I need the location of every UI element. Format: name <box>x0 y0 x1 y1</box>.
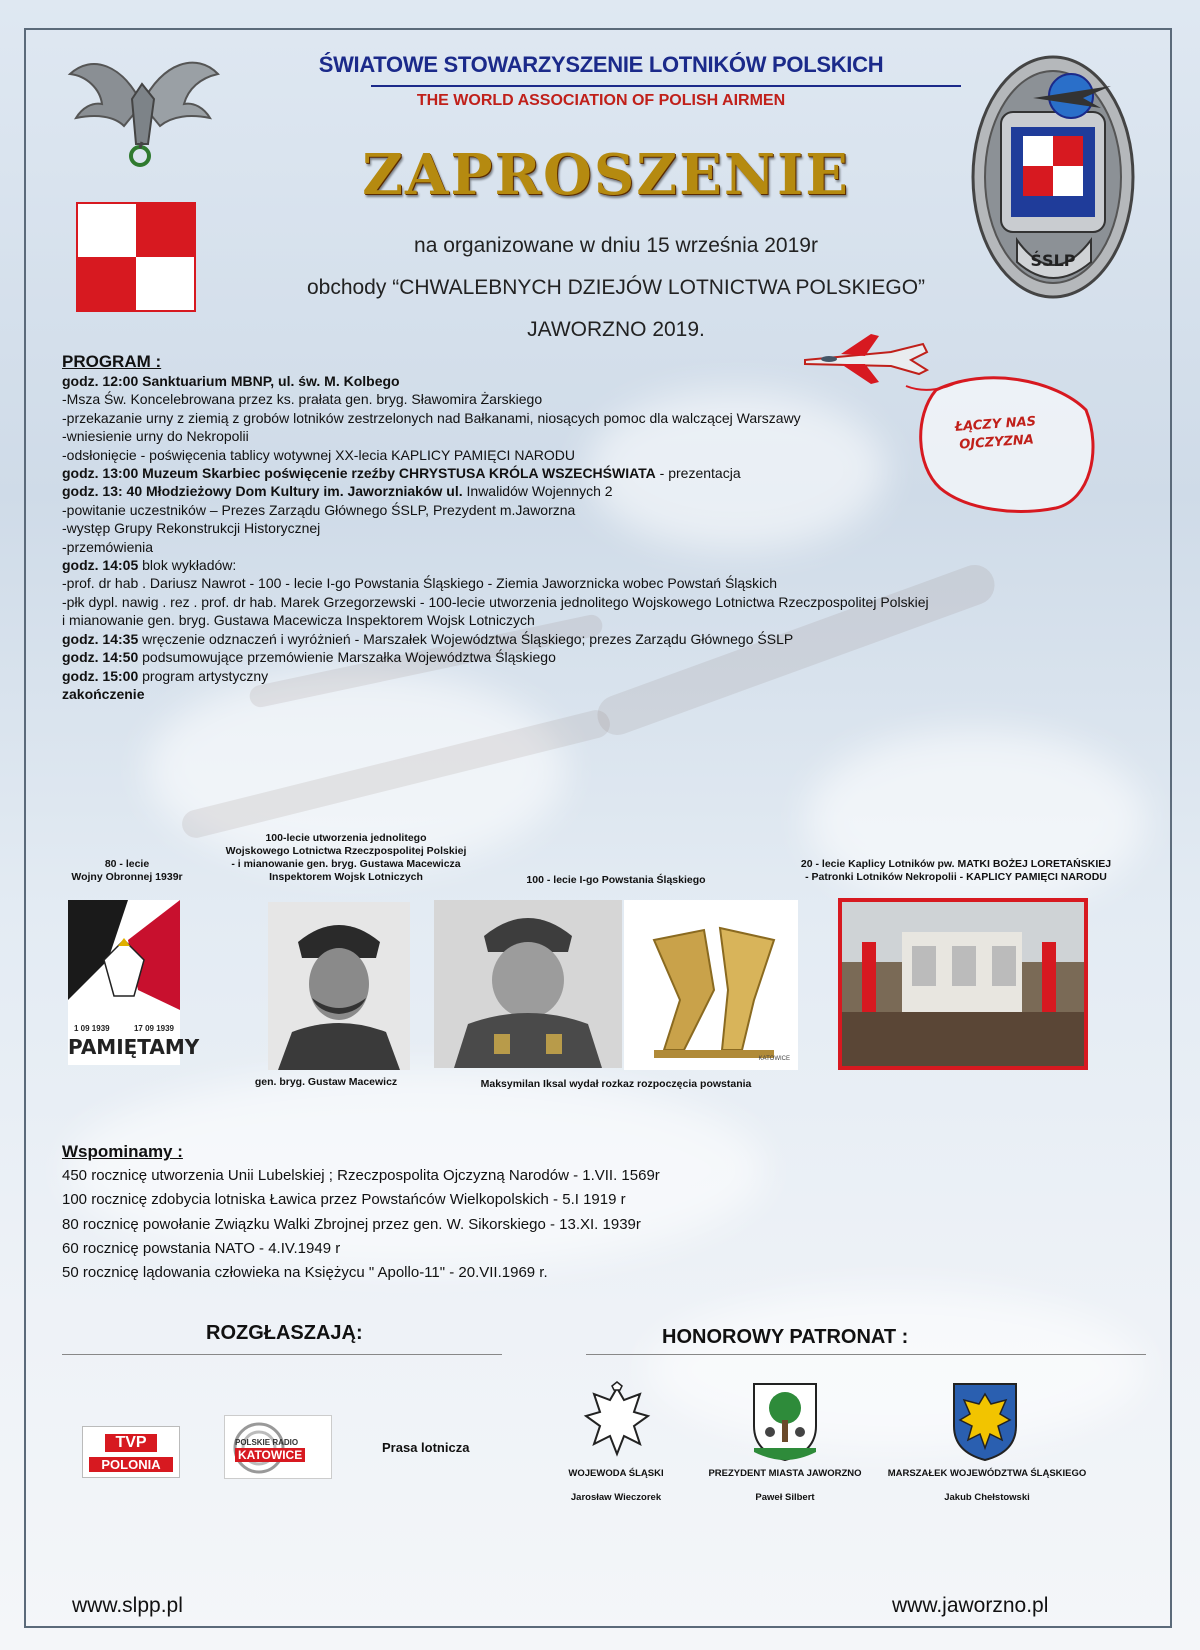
program-time: godz. 13:00 Muzeum Skarbiec poświęcenie rzeźby CHRYSTUSA KRÓLA WSZECHŚWIATA <box>62 465 656 482</box>
program-time: godz. 13: 40 Młodzieżowy Dom Kultury im. Jaworzniaków ul. <box>62 483 463 500</box>
patron-title: PREZYDENT MIASTA JAWORZNO <box>708 1468 862 1479</box>
program-line: -przemówienia <box>62 538 154 555</box>
patron-name: Paweł Silbert <box>755 1492 815 1503</box>
program-line: zakończenie <box>62 685 145 702</box>
wspominamy-section <box>62 1140 962 1285</box>
silesian-eagle-coat-of-arms-icon <box>950 1380 1020 1462</box>
anniversary-item: 60 rocznicę powstania NATO - 4.IV.1949 r <box>62 1239 341 1257</box>
rozglaszaja-divider <box>62 1354 502 1355</box>
chapel-interior-icon <box>842 902 1084 1066</box>
tvp-letters <box>83 1433 179 1453</box>
tvp-polonia-logo <box>82 1426 180 1478</box>
caption-macewicz: gen. bryg. Gustaw Macewicz <box>254 1076 398 1088</box>
program-time: godz. 14:05 <box>62 557 139 574</box>
program-text: wręczenie odznaczeń i wyróżnień - Marszałek Województwa Śląskiego; prezes Zarządu Głównego ŚSLP <box>138 630 794 647</box>
pamietamy-date-end: 17 09 1939 <box>133 1024 174 1033</box>
program-line: godz. 12:00 Sanktuarium MBNP, ul. św. M. Kolbego <box>62 373 400 389</box>
caption-wojna: 80 - lecie Wojny Obronnej 1939r <box>71 858 183 883</box>
program-line: -prof. dr hab . Dariusz Nawrot - 100 - lecie I-go Powstania Śląskiego - Ziemia Jaworznicka wobec Powstań Śląskich <box>62 575 778 592</box>
header-divider <box>371 85 961 87</box>
program-line: -Msza Św. Koncelebrowana przez ks. prałata gen. bryg. Sławomira Żarskiego <box>62 391 543 408</box>
caption-powstanie: 100 - lecie I-go Powstania Śląskiego <box>526 874 706 886</box>
motto-line-1: ŁĄCZY NAS <box>954 414 1037 435</box>
program-line: -wniesienie urny do Nekropolii <box>62 428 249 445</box>
tvp-text: TVP <box>104 1433 157 1453</box>
invitation-event-line: obchody “CHWALEBNYCH DZIEJÓW LOTNICTWA POLSKIEGO” <box>306 276 926 299</box>
program-line <box>62 630 1112 648</box>
program-time: godz. 15:00 <box>62 667 139 684</box>
caption-iksal: Maksymilan Iksal wydał rozkaz rozpoczęcia powstania <box>480 1078 752 1090</box>
program-line: -płk dypl. nawig . rez . prof. dr hab. Marek Grzegorzewski - 100-lecie utworzenia jednolitego Wojskowego Lotnictwa Rzeczpospolitej Polskiej <box>62 593 929 610</box>
program-line: -powitanie uczestników – Prezes Zarządu Głównego ŚSLP, Prezydent m.Jaworzna <box>62 501 576 518</box>
wspominamy-heading: Wspominamy : <box>62 1142 183 1161</box>
polish-white-eagle-crest-icon <box>582 1380 652 1460</box>
program-text: podsumowujące przemówienie Marszałka Województwa Śląskiego <box>138 649 556 666</box>
program-line: -przekazanie urny z ziemią z grobów lotników zestrzelonych nad Bałkanami, niosących pomoc dla walczącej Warszawy <box>62 409 801 426</box>
polonia-text: POLONIA <box>89 1457 173 1472</box>
pamietamy-date-start: 1 09 1939 <box>74 1024 110 1033</box>
macewicz-portrait-image <box>268 902 410 1070</box>
caption-lotnictwo: 100-lecie utworzenia jednolitego Wojskowego Lotnictwa Rzeczpospolitej Polskiej - i mianowanie gen. bryg. Gustawa Macewicza Inspektorem Wojsk Lotniczych <box>225 832 467 883</box>
polskie-radio-katowice-logo <box>224 1415 332 1479</box>
air-force-eagle-emblem-icon <box>62 44 222 174</box>
program-line <box>62 667 1112 685</box>
poster-frame <box>24 28 1172 1628</box>
anniversary-item: 450 rocznicę utworzenia Unii Lubelskiej ; Rzeczpospolita Ojczyzną Narodów - 1.VII. 1569r <box>62 1167 660 1184</box>
radio-city-text: KATOWICE <box>235 1448 305 1462</box>
monument-label: KATOWICE <box>758 1056 790 1062</box>
rozglaszaja-heading: ROZGŁASZAJĄ: <box>206 1322 363 1344</box>
patron-title: MARSZAŁEK WOJEWÓDZTWA ŚLĄSKIEGO <box>887 1468 1087 1479</box>
patron-title: WOJEWODA ŚLĄSKI <box>568 1468 664 1479</box>
pamietamy-dates <box>68 1024 180 1033</box>
patronat-heading: HONOROWY PATRONAT : <box>662 1326 909 1348</box>
iksal-portrait-image <box>434 900 622 1068</box>
program-line: -odsłonięcie - poświęcenia tablicy wotywnej XX-lecia KAPLICY PAMIĘCI NARODU <box>62 446 576 463</box>
radio-name-text: POLSKIE RADIO <box>235 1438 299 1447</box>
patron-name: Jakub Chełstowski <box>944 1492 1030 1503</box>
program-time: godz. 14:50 <box>62 649 139 666</box>
patronat-divider <box>586 1354 1146 1355</box>
invitation-title: ZAPROSZENIE <box>362 142 850 208</box>
footer-url-left[interactable]: www.slpp.pl <box>72 1594 183 1617</box>
program-text: program artystyczny <box>138 667 269 684</box>
monument-sculpture-icon <box>624 900 798 1070</box>
org-name-polish: ŚWIATOWE STOWARZYSZENIE LOTNIKÓW POLSKICH <box>318 52 884 77</box>
chapel-interior-image <box>838 898 1088 1070</box>
sslp-association-badge-icon <box>971 52 1136 302</box>
program-time: godz. 14:35 <box>62 630 139 647</box>
pamietamy-poster-image <box>68 900 200 1065</box>
motto-line-2: OJCZYZNA <box>958 432 1035 453</box>
pamietamy-word: PAMIĘTAMY <box>68 1035 200 1059</box>
program-line <box>62 464 1112 482</box>
program-line <box>62 482 1112 500</box>
invitation-place-line: JAWORZNO 2019. <box>527 318 705 341</box>
program-section <box>62 352 1112 703</box>
program-line: i mianowanie gen. bryg. Gustawa Macewicza Inspektorem Wojsk Lotniczych <box>62 612 535 629</box>
prasa-lotnicza-text: Prasa lotnicza <box>382 1440 470 1455</box>
program-line: -występ Grupy Rekonstrukcji Historycznej <box>62 520 321 537</box>
org-name-english: THE WORLD ASSOCIATION OF POLISH AIRMEN <box>416 92 786 109</box>
invitation-date-line: na organizowane w dniu 15 września 2019r <box>414 234 818 257</box>
portrait-officer-icon <box>434 900 622 1068</box>
program-line <box>62 648 1112 666</box>
anniversary-item: 100 rocznicę zdobycia lotniska Ławica przez Powstańców Wielkopolskich - 5.I 1919 r <box>62 1191 626 1209</box>
program-text: Inwalidów Wojennych 2 <box>462 483 613 500</box>
program-text: blok wykładów: <box>138 557 237 574</box>
portrait-man-icon <box>268 902 410 1070</box>
anniversary-item: 80 rocznicę powołanie Związku Walki Zbrojnej przez gen. W. Sikorskiego - 13.XI. 1939r <box>62 1215 641 1233</box>
anniversary-item: 50 rocznicę lądowania człowieka na Księżycu " Apollo-11" - 20.VII.1969 r. <box>62 1264 548 1282</box>
program-line <box>62 556 1112 574</box>
silesian-monument-image <box>624 900 798 1070</box>
badge-text: ŚSLP <box>1030 251 1076 270</box>
program-text: - prezentacja <box>655 465 741 482</box>
patron-name: Jarosław Wieczorek <box>570 1492 662 1503</box>
jaworzno-coat-of-arms-icon <box>750 1380 820 1462</box>
caption-kaplica: 20 - lecie Kaplicy Lotników pw. MATKI BOŻEJ LORETAŃSKIEJ - Patronki Lotników Nekropolii - KAPLICY PAMIĘCI NARODU <box>800 858 1112 883</box>
program-heading: PROGRAM : <box>62 352 162 371</box>
cloud <box>646 1290 1146 1450</box>
footer-url-right[interactable]: www.jaworzno.pl <box>892 1594 1049 1617</box>
